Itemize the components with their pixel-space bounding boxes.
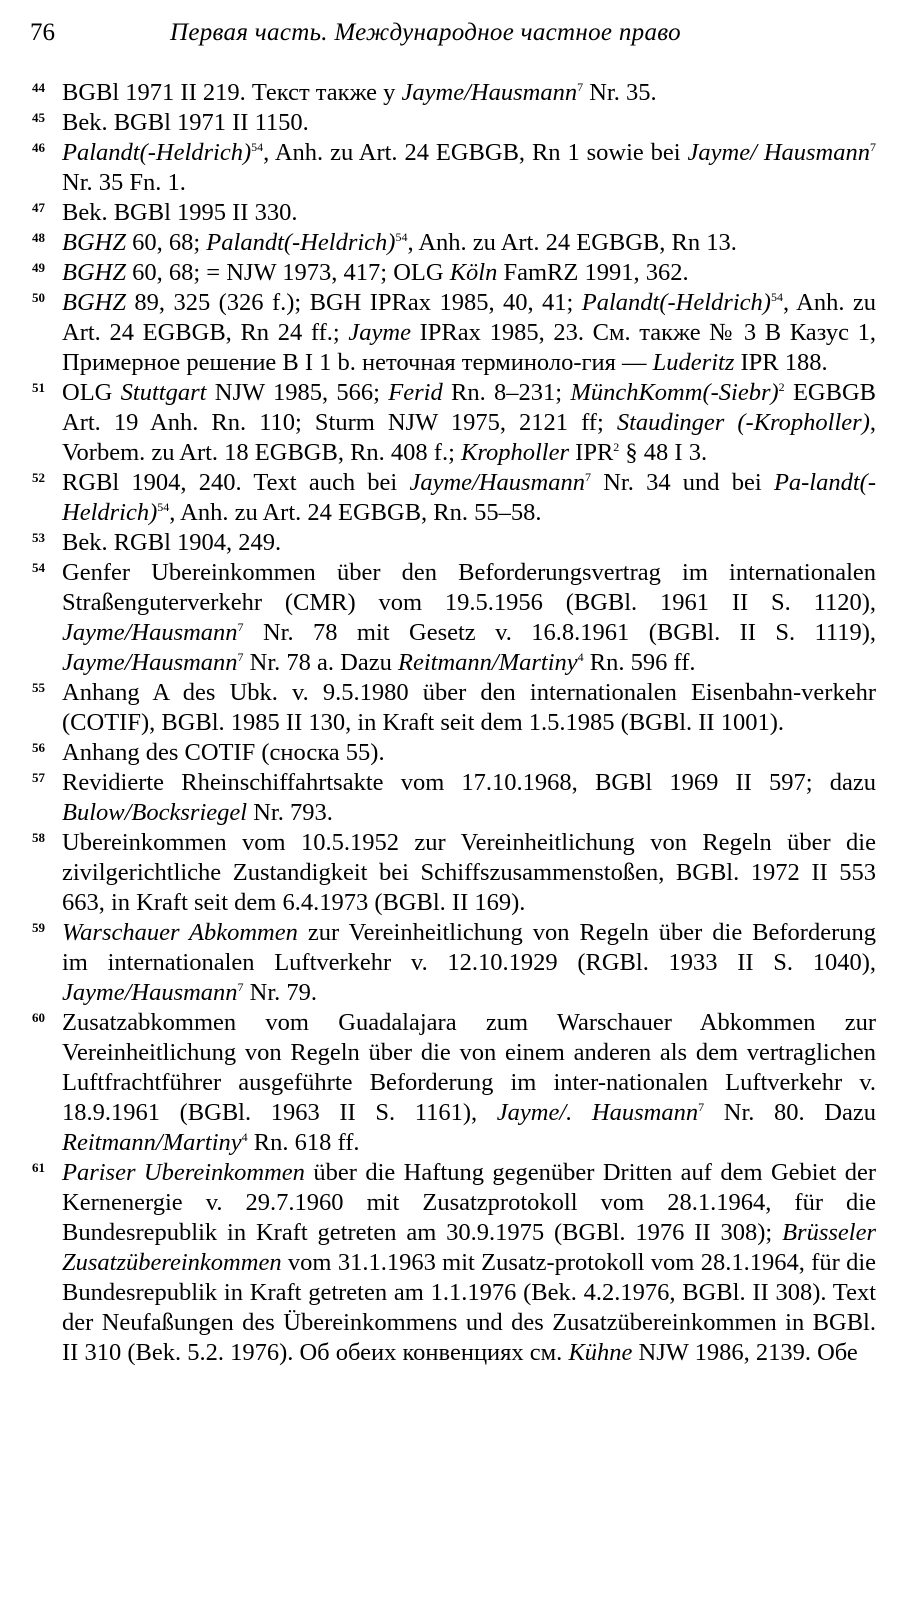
footnote-text-segment: NJW 1985, 566; (206, 379, 389, 406)
footnote (30, 138, 876, 198)
footnote-text-segment: Bek. RGBl 1904, 249. (62, 529, 282, 556)
footnote-superscript: 4 (577, 650, 584, 664)
footnote-italic-text: Warschauer Abkommen (62, 919, 298, 946)
footnote-text (62, 78, 876, 108)
footnote-number: 46 (32, 140, 45, 155)
footnote-text (62, 738, 876, 768)
footnote-text-segment: 60, 68; (125, 229, 207, 256)
footnote-superscript: 7 (698, 1100, 705, 1114)
footnote (30, 258, 876, 288)
footnote-superscript: 2 (613, 440, 620, 454)
footnote-text-segment: Nr. 35. (583, 79, 657, 106)
footnote-number: 54 (32, 560, 45, 575)
footnote (30, 78, 876, 108)
footnote-text-segment: 60, 68; = NJW 1973, 417; OLG (125, 259, 450, 286)
footnote-text-segment: Zusatzabkommen vom Guadalajara zum Warschauer Abkommen zur Vereinheitlichung von Regeln über die von einem anderen als dem vertraglichen Luftfrachtführer ausgeführte Beforderung im inter-nationalen Luftverkehr v. 18.9.1961 (BGBl. 1963 II S. 1161), (62, 1009, 876, 1126)
footnote-number: 51 (32, 380, 45, 395)
footnote-italic-text: Jayme/Hausmann (401, 79, 578, 106)
page-number: 76 (30, 19, 55, 46)
footnote-text (62, 1158, 876, 1368)
running-title: Первая часть. Международное частное право (170, 19, 681, 46)
footnote-italic-text: BGHZ (62, 229, 126, 256)
footnote-number: 50 (32, 290, 45, 305)
footnote-text-segment: vom 31.1.1963 mit Zusatz-protokoll vom 28.1.1964, für die Bundesrepublik in Kraft getreten am 1.1.1976 (Bek. 4.2.1976, BGBl. II 308). Text der Neufaßungen des Übereinkommens und des Zusatzübereinkommen in BGBl. II 310 (Bek. 5.2. 1976). Об обеих конвенциях см. (62, 1249, 876, 1366)
footnote-text-segment: , Vorbem. zu Art. 18 EGBGB, Rn. 408 f.; (62, 409, 876, 466)
footnote-text-segment: Anhang A des Ubk. v. 9.5.1980 über den internationalen Eisenbahn-verkehr (COTIF), BGBl. 1985 II 130, in Kraft seit dem 1.5.1985 (BGBl. II 1001). (62, 679, 876, 736)
footnote-italic-text: Köln (449, 259, 498, 286)
footnote-text-segment: , Anh. zu Art. 24 EGBGB, Rn. 55–58. (169, 499, 542, 526)
footnote-text (62, 108, 876, 138)
footnote (30, 108, 876, 138)
footnote-italic-text: Kühne (568, 1339, 633, 1366)
footnote-superscript: 54 (395, 230, 408, 244)
footnote-number: 53 (32, 530, 45, 545)
footnote-number: 58 (32, 830, 45, 845)
footnote-text-segment: IPR 188. (734, 349, 828, 376)
footnote-italic-text: Jayme (348, 319, 411, 346)
footnote-superscript: 7 (237, 980, 244, 994)
footnote-italic-text: Pa-landt(-Heldrich) (62, 469, 876, 526)
footnote-text-segment: BGBl 1971 II 219. Текст также у (62, 79, 402, 106)
footnote-italic-text: Jayme/Hausmann (62, 979, 238, 1006)
footnote-text-segment: IPRax 1985, 23. См. также № 3 В Казус 1, Примерное решение В I 1 b. неточная терминоло-гия — (62, 319, 876, 376)
footnote (30, 768, 876, 828)
footnote-text (62, 198, 876, 228)
footnote (30, 288, 876, 378)
footnote-list (30, 78, 876, 1368)
footnote-text (62, 288, 876, 378)
footnote-text-segment: RGBl 1904, 240. Text auch bei (62, 469, 410, 496)
footnote-superscript: 7 (237, 620, 244, 634)
footnote-superscript: 54 (770, 290, 783, 304)
footnote-text-segment: EGBGB Art. 19 Anh. Rn. 110; Sturm NJW 1975, 2121 ff; (62, 379, 876, 436)
footnote-text-segment: Nr. 80. Dazu (704, 1099, 876, 1126)
footnote-text-segment: , Anh. zu Art. 24 EGBGB, Rn 13. (407, 229, 737, 256)
footnote-text-segment: Nr. 79. (243, 979, 318, 1006)
footnote-text-segment: Rn. 8–231; (442, 379, 571, 406)
footnote-text-segment: über die Haftung gegenüber Dritten auf dem Gebiet der Kernenergie v. 29.7.1960 mit Zusatzprotokoll vom 28.1.1964, für die Bundesrepublik in Kraft getreten am 30.9.1975 (BGBl. 1976 II 308); (62, 1159, 876, 1246)
footnote-italic-text: Jayme/Hausmann (409, 469, 585, 496)
footnote-italic-text: Palandt(-Heldrich) (581, 289, 771, 316)
footnote-number: 49 (32, 260, 45, 275)
footnote-superscript: 54 (157, 500, 170, 514)
footnote (30, 558, 876, 678)
footnote-text-segment: Nr. 34 und bei (591, 469, 774, 496)
footnote-text-segment: 89, 325 (326 f.); BGH IPRax 1985, 40, 41; (125, 289, 582, 316)
footnote-text-segment: Anhang des COTIF (сноска 55). (62, 739, 385, 766)
footnote-text (62, 918, 876, 1008)
footnote-text-segment: Bek. BGBl 1995 II 330. (62, 199, 298, 226)
footnote-text (62, 1008, 876, 1158)
footnote-italic-text: Luderitz (652, 349, 735, 376)
footnote-italic-text: BGHZ (62, 259, 126, 286)
footnote-number: 56 (32, 740, 45, 755)
footnote-text-segment: OLG (62, 379, 121, 406)
footnote-text-segment: Genfer Ubereinkommen über den Beforderungsvertrag im internationalen Straßenguterverkehr (CMR) vom 19.5.1956 (BGBl. 1961 II S. 1120), (62, 559, 876, 616)
footnote-italic-text: Jayme/Hausmann (62, 619, 238, 646)
footnote-text-segment: Nr. 35 Fn. 1. (62, 169, 186, 196)
footnote-italic-text: Reitmann/Martiny (62, 1129, 242, 1156)
footnote-number: 61 (32, 1160, 45, 1175)
footnote-text-segment: Rn. 618 ff. (247, 1129, 360, 1156)
footnote-text (62, 468, 876, 528)
footnote-superscript: 7 (237, 650, 244, 664)
footnote (30, 678, 876, 738)
footnote-text-segment: , Anh. zu Art. 24 EGBGB, Rn 24 ff.; (62, 289, 876, 346)
footnote-number: 60 (32, 1010, 45, 1025)
footnote-text (62, 768, 876, 828)
footnote-text (62, 258, 876, 288)
footnote-text-segment: zur Vereinheitlichung von Regeln über die Beforderung im internationalen Luftverkehr v. 12.10.1929 (RGBl. 1933 II S. 1040), (62, 919, 876, 976)
footnote (30, 1008, 876, 1158)
footnote-superscript: 54 (251, 140, 264, 154)
footnote-italic-text: Staudinger (-Kropholler) (616, 409, 870, 436)
footnote-text (62, 678, 876, 738)
footnote-italic-text: Reitmann/Martiny (398, 649, 578, 676)
footnote-italic-text: Pariser Ubereinkommen (62, 1159, 305, 1186)
footnote (30, 918, 876, 1008)
footnote-text (62, 138, 876, 198)
footnote-italic-text: Stuttgart (120, 379, 207, 406)
footnote-number: 57 (32, 770, 45, 785)
footnote-superscript: 2 (778, 380, 785, 394)
footnote-italic-text: Brüsseler Zusatzübereinkommen (62, 1219, 876, 1276)
footnote-text (62, 558, 876, 678)
footnote-text-segment: Revidierte Rheinschiffahrtsakte vom 17.10.1968, BGBl 1969 II 597; dazu (62, 769, 876, 796)
footnote-number: 48 (32, 230, 45, 245)
footnote-italic-text: Jayme/ Hausmann (687, 139, 870, 166)
footnote-text-segment: , Anh. zu Art. 24 EGBGB, Rn 1 sowie bei (263, 139, 688, 166)
footnote-text-segment: NJW 1986, 2139. Обе (632, 1339, 858, 1366)
footnote-text-segment: Ubereinkommen vom 10.5.1952 zur Vereinheitlichung von Regeln über die zivilgerichtliche Zustandigkeit bei Schiffszusammenstoßen, BGBl. 1972 II 553 663, in Kraft seit dem 6.4.1973 (BGBl. II 169). (62, 829, 876, 916)
footnote-italic-text: BGHZ (62, 289, 126, 316)
footnote-text-segment: Bek. BGBl 1971 II 1150. (62, 109, 309, 136)
footnote-number: 47 (32, 200, 45, 215)
footnote-number: 55 (32, 680, 45, 695)
footnote (30, 738, 876, 768)
footnote-number: 52 (32, 470, 45, 485)
footnote-text (62, 828, 876, 918)
footnote-italic-text: Jayme/. Hausmann (496, 1099, 699, 1126)
footnote-text (62, 528, 876, 558)
footnote (30, 1158, 876, 1368)
footnote (30, 528, 876, 558)
footnote-text-segment: § 48 I 3. (619, 439, 708, 466)
footnote-text-segment: Nr. 793. (247, 799, 333, 826)
footnote-superscript: 7 (577, 80, 584, 94)
footnote-number: 45 (32, 110, 45, 125)
footnote-italic-text: Jayme/Hausmann (62, 649, 238, 676)
footnote (30, 228, 876, 258)
footnote-superscript: 7 (870, 140, 876, 154)
footnote-text (62, 378, 876, 468)
footnote-text-segment: Nr. 78 a. Dazu (243, 649, 398, 676)
footnote-italic-text: Bulow/Bocksriegel (62, 799, 248, 826)
footnote-text-segment: Rn. 596 ff. (583, 649, 696, 676)
footnote-italic-text: Palandt(-Heldrich) (206, 229, 396, 256)
footnote (30, 198, 876, 228)
footnote-text (62, 228, 876, 258)
footnote (30, 468, 876, 528)
footnote (30, 828, 876, 918)
footnote (30, 378, 876, 468)
footnote-text-segment: FamRZ 1991, 362. (497, 259, 689, 286)
footnote-number: 59 (32, 920, 45, 935)
footnote-italic-text: Ferid (388, 379, 443, 406)
footnote-italic-text: Palandt(-Heldrich) (62, 139, 252, 166)
document-page (30, 14, 876, 1368)
footnote-superscript: 7 (585, 470, 591, 484)
footnote-text-segment: IPR (569, 439, 614, 466)
footnote-italic-text: MünchKomm(-Siebr) (570, 379, 779, 406)
footnote-text-segment: Nr. 78 mit Gesetz v. 16.8.1961 (BGBl. II S. 1119), (243, 619, 876, 646)
footnote-superscript: 4 (241, 1130, 248, 1144)
footnote-italic-text: Kropholler (461, 439, 570, 466)
footnote-number: 44 (32, 80, 45, 95)
page-header (30, 14, 876, 58)
